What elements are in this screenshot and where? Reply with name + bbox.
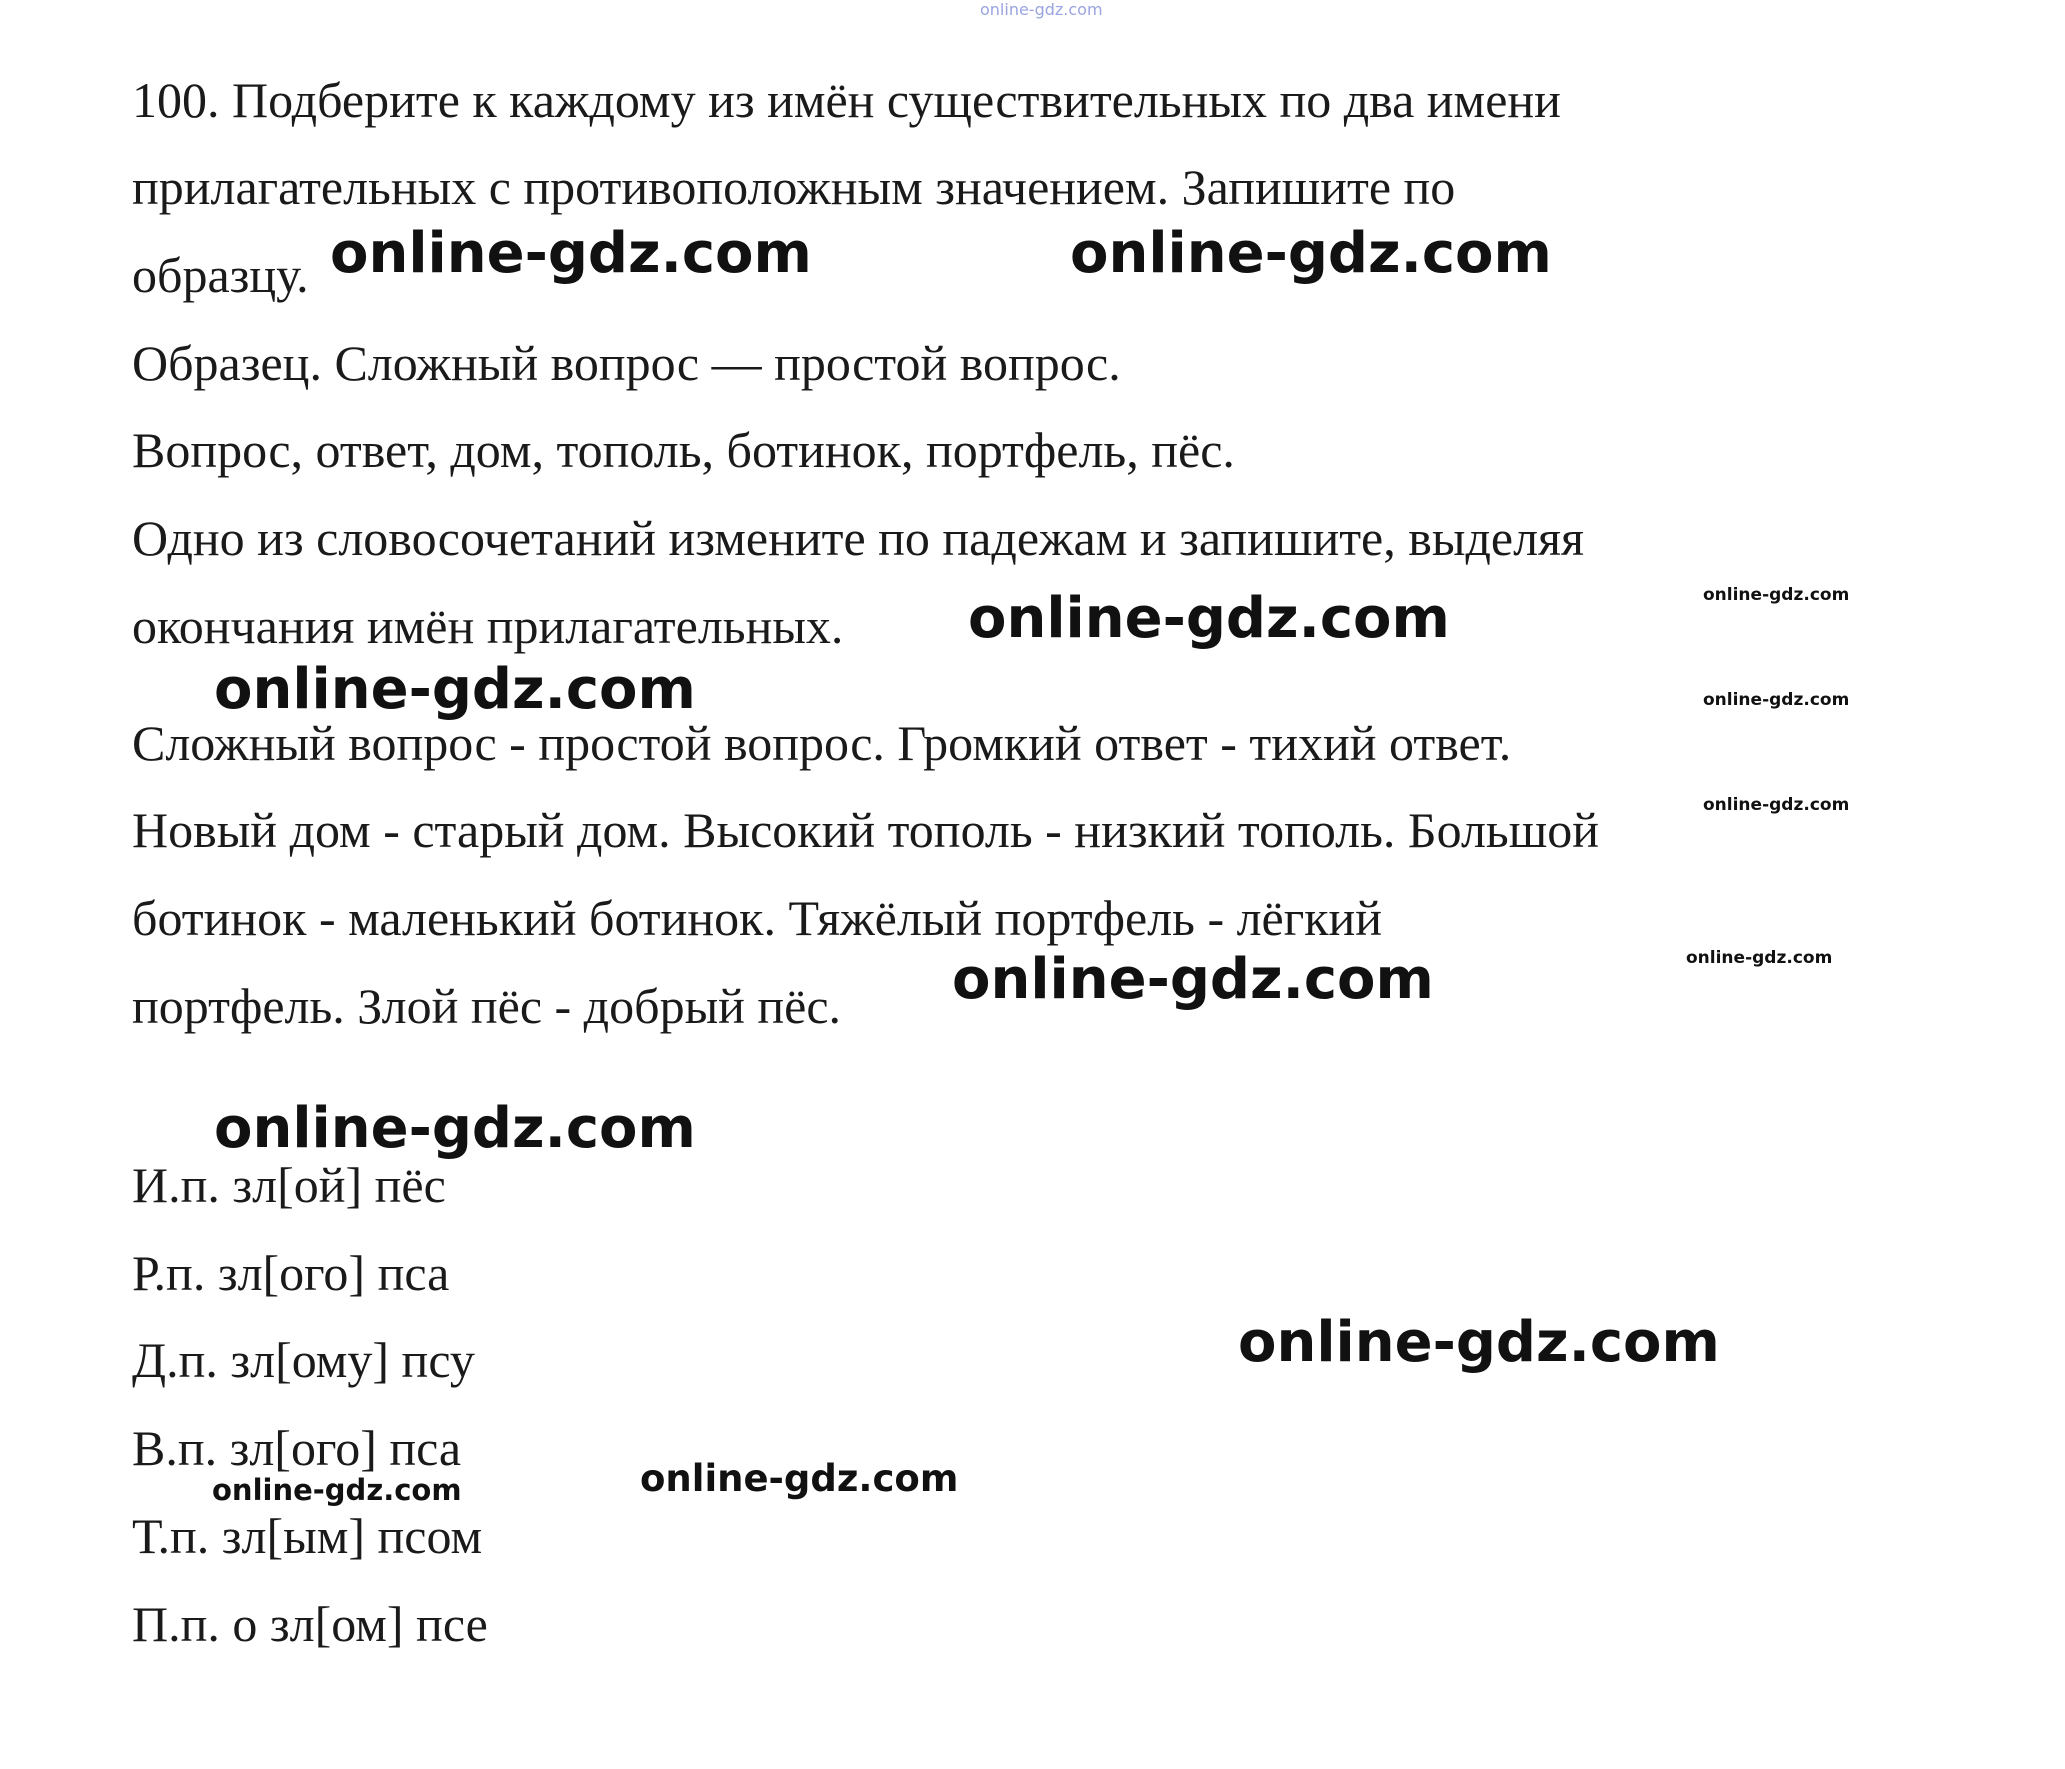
- task-words: Вопрос, ответ, дом, тополь, ботинок, портфель, пёс.: [132, 422, 1235, 478]
- watermark-tiny: online-gdz.com: [1686, 948, 1833, 968]
- watermark-large: online-gdz.com: [330, 221, 812, 286]
- declension-prepositional: П.п. о зл[ом] псе: [132, 1596, 488, 1652]
- task-instruction-line-1: Одно из словосочетаний измените по падежам и запишите, выделяя: [132, 510, 1585, 566]
- watermark-large: online-gdz.com: [1070, 221, 1552, 286]
- answer-line-4: портфель. Злой пёс - добрый пёс.: [132, 978, 842, 1034]
- watermark-large: online-gdz.com: [968, 586, 1450, 651]
- task-heading-line-2: прилагательных с противоположным значением. Запишите по: [132, 159, 1456, 215]
- watermark-tiny: online-gdz.com: [1703, 585, 1850, 605]
- answer-line-1: Сложный вопрос - простой вопрос. Громкий ответ - тихий ответ.: [132, 715, 1512, 771]
- watermark-medium: online-gdz.com: [640, 1457, 959, 1500]
- answer-line-3: ботинок - маленький ботинок. Тяжёлый портфель - лёгкий: [132, 890, 1383, 946]
- declension-nominative: И.п. зл[ой] пёс: [132, 1157, 446, 1213]
- declension-genitive: Р.п. зл[ого] пса: [132, 1245, 450, 1301]
- watermark-tiny: online-gdz.com: [1703, 795, 1850, 815]
- task-instruction-line-2: окончания имён прилагательных.: [132, 598, 844, 654]
- watermark-top: online-gdz.com: [980, 0, 1103, 19]
- watermark-tiny: online-gdz.com: [1703, 690, 1850, 710]
- task-sample: Образец. Сложный вопрос — простой вопрос.: [132, 335, 1121, 391]
- watermark-large: online-gdz.com: [214, 657, 696, 722]
- answer-line-2: Новый дом - старый дом. Высокий тополь - низкий тополь. Большой: [132, 802, 1599, 858]
- declension-dative: Д.п. зл[ому] псу: [132, 1332, 475, 1388]
- declension-accusative: В.п. зл[ого] пса: [132, 1420, 462, 1476]
- watermark-large: online-gdz.com: [952, 947, 1434, 1012]
- watermark-small: online-gdz.com: [212, 1473, 462, 1507]
- watermark-large: online-gdz.com: [214, 1096, 696, 1161]
- watermark-large: online-gdz.com: [1238, 1310, 1720, 1375]
- declension-instrumental: Т.п. зл[ым] псом: [132, 1508, 483, 1564]
- task-heading-line-1: 100. Подберите к каждому из имён существительных по два имени: [132, 72, 1561, 128]
- task-heading-line-3: образцу.: [132, 247, 309, 303]
